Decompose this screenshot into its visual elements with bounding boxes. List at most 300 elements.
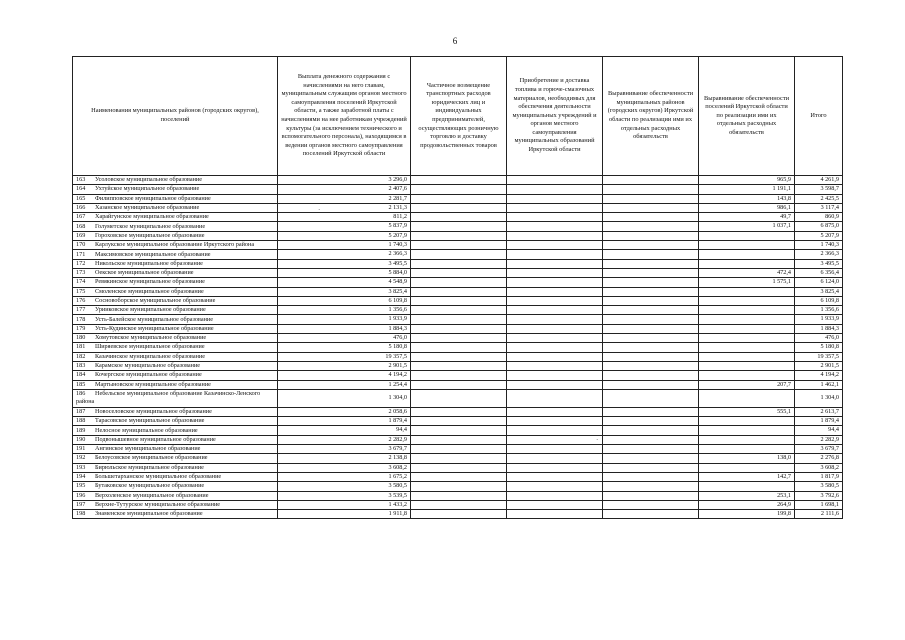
total-cell: 3 580,5 xyxy=(795,482,843,491)
value-cell-c4 xyxy=(603,203,699,212)
value-cell-c4 xyxy=(603,315,699,324)
table-row xyxy=(73,426,843,435)
table-row xyxy=(73,472,843,481)
row-number: 189 xyxy=(76,426,86,434)
value-cell-c5 xyxy=(699,324,795,333)
value-cell-c4 xyxy=(603,194,699,203)
subsidy-table xyxy=(72,56,843,519)
total-cell: 1 933,9 xyxy=(795,315,843,324)
value-cell-c4 xyxy=(603,268,699,277)
value-cell-c3 xyxy=(507,407,603,416)
value-cell-c3 xyxy=(507,389,603,407)
row-name-cell xyxy=(73,482,278,491)
row-name-cell xyxy=(73,185,278,194)
value-cell-c3 xyxy=(507,454,603,463)
value-cell-c2 xyxy=(411,241,507,250)
value-cell-c5 xyxy=(699,361,795,370)
value-cell-c4 xyxy=(603,250,699,259)
value-cell-c2 xyxy=(411,287,507,296)
value-cell-c4 xyxy=(603,176,699,185)
total-cell: 3 679,7 xyxy=(795,445,843,454)
total-cell: 476,0 xyxy=(795,334,843,343)
value-cell-c1: 2 366,3 xyxy=(278,250,411,259)
value-cell-c1: 3 608,2 xyxy=(278,463,411,472)
row-name-cell xyxy=(73,194,278,203)
value-cell-c5 xyxy=(699,463,795,472)
row-number: 166 xyxy=(76,204,86,212)
row-name-cell xyxy=(73,213,278,222)
value-cell-c3 xyxy=(507,250,603,259)
row-number: 197 xyxy=(76,500,86,508)
row-number: 168 xyxy=(76,222,86,230)
row-name-cell xyxy=(73,417,278,426)
total-cell: 3 598,7 xyxy=(795,185,843,194)
municipality-name: Смоленское муниципальное образование xyxy=(95,287,204,295)
table-row xyxy=(73,259,843,268)
value-cell-c4 xyxy=(603,278,699,287)
total-cell: 2 111,6 xyxy=(795,510,843,519)
header-district-equalization: Выравнивание обеспеченности муниципальных районов (городских округов) Иркутской области по реализации ими их отдельных расходных обязательств xyxy=(603,57,699,176)
value-cell-c3 xyxy=(507,445,603,454)
value-cell-c3 xyxy=(507,334,603,343)
municipality-name: Карамское муниципальное образование xyxy=(95,362,201,370)
value-cell-c1: 1 675,2 xyxy=(278,472,411,481)
row-name-cell xyxy=(73,315,278,324)
row-name-cell xyxy=(73,407,278,416)
value-cell-c2 xyxy=(411,472,507,481)
row-number: 171 xyxy=(76,250,86,258)
row-number: 185 xyxy=(76,380,86,388)
row-name-cell xyxy=(73,241,278,250)
row-number: 196 xyxy=(76,491,86,499)
total-cell: 860,9 xyxy=(795,213,843,222)
value-cell-c1: 19 357,5 xyxy=(278,352,411,361)
row-number: 173 xyxy=(76,269,86,277)
value-cell-c4 xyxy=(603,472,699,481)
table-row xyxy=(73,343,843,352)
value-cell-c5 xyxy=(699,287,795,296)
value-cell-c2 xyxy=(411,213,507,222)
value-cell-c3 xyxy=(507,185,603,194)
total-cell: 2 901,5 xyxy=(795,361,843,370)
row-name-cell xyxy=(73,324,278,333)
table-row xyxy=(73,324,843,333)
total-cell: 1 884,3 xyxy=(795,324,843,333)
value-cell-c2 xyxy=(411,194,507,203)
value-cell-c2 xyxy=(411,500,507,509)
value-cell-c2 xyxy=(411,389,507,407)
value-cell-c4 xyxy=(603,435,699,444)
value-cell-c4 xyxy=(603,445,699,454)
row-number: 169 xyxy=(76,231,86,239)
row-number: 175 xyxy=(76,287,86,295)
table-row xyxy=(73,176,843,185)
value-cell-c5: 472,4 xyxy=(699,268,795,277)
value-cell-c5 xyxy=(699,296,795,305)
table-row xyxy=(73,222,843,231)
municipality-name: Казачинское муниципальное образование xyxy=(95,352,205,360)
value-cell-c3 xyxy=(507,361,603,370)
row-number: 183 xyxy=(76,362,86,370)
value-cell-c4 xyxy=(603,371,699,380)
value-cell-c4 xyxy=(603,334,699,343)
value-cell-c5 xyxy=(699,231,795,240)
value-cell-c4 xyxy=(603,306,699,315)
municipality-name: Тарасовское муниципальное образование xyxy=(95,417,205,425)
value-cell-c4 xyxy=(603,241,699,250)
table-row xyxy=(73,417,843,426)
scan-mark: · xyxy=(596,436,599,444)
value-cell-c3 xyxy=(507,352,603,361)
municipality-name: Бирюльское муниципальное образование xyxy=(95,463,204,471)
value-cell-c1: 4 548,9 xyxy=(278,278,411,287)
value-cell-c2 xyxy=(411,185,507,194)
value-cell-c5: 143,8 xyxy=(699,194,795,203)
total-cell: 1 304,0 xyxy=(795,389,843,407)
value-cell-c2 xyxy=(411,231,507,240)
value-cell-c1: 5 207,9 xyxy=(278,231,411,240)
value-cell-c5 xyxy=(699,315,795,324)
value-cell-c1: 3 539,5 xyxy=(278,491,411,500)
total-cell: 4 194,2 xyxy=(795,371,843,380)
value-cell-c2 xyxy=(411,407,507,416)
value-cell-c3 xyxy=(507,241,603,250)
row-name-cell xyxy=(73,296,278,305)
value-cell-c5 xyxy=(699,250,795,259)
value-cell-c4 xyxy=(603,389,699,407)
value-cell-c5 xyxy=(699,417,795,426)
value-cell-c3 xyxy=(507,231,603,240)
row-number: 164 xyxy=(76,185,86,193)
value-cell-c5: 49,7 xyxy=(699,213,795,222)
municipality-name: Бутаковское муниципальное образование xyxy=(95,482,205,490)
total-cell: 3 825,4 xyxy=(795,287,843,296)
municipality-name: Карлукское муниципальное образование Иркутского района xyxy=(95,241,255,249)
value-cell-c1: 3 495,5 xyxy=(278,259,411,268)
header-transport: Частичное возмещение транспортных расходов юридических лиц и индивидуальных предпринимателей, осуществляющих розничную торговлю и доставку продовольственных товаров xyxy=(411,57,507,176)
value-cell-c2 xyxy=(411,445,507,454)
value-cell-c1: 811,2 xyxy=(278,213,411,222)
table-row xyxy=(73,435,843,444)
value-cell-c3 xyxy=(507,371,603,380)
municipality-name: Небельское муниципальное образование Казачинско-Ленского района xyxy=(76,390,261,406)
total-cell: 3 792,6 xyxy=(795,491,843,500)
row-number: 180 xyxy=(76,334,86,342)
row-name-cell xyxy=(73,268,278,277)
row-number: 193 xyxy=(76,463,86,471)
table-row xyxy=(73,361,843,370)
value-cell-c3 xyxy=(507,482,603,491)
total-cell: 6 124,0 xyxy=(795,278,843,287)
row-number: 181 xyxy=(76,343,86,351)
value-cell-c2 xyxy=(411,371,507,380)
municipality-name: Верхоленское муниципальное образование xyxy=(95,491,209,499)
value-cell-c1: 4 194,2 xyxy=(278,371,411,380)
value-cell-c1: 2 282,9 xyxy=(278,435,411,444)
municipality-name: Новоселовское муниципальное образование xyxy=(95,407,212,415)
value-cell-c3 xyxy=(507,176,603,185)
value-cell-c5 xyxy=(699,426,795,435)
scan-mark: · xyxy=(318,206,321,214)
value-cell-c2 xyxy=(411,334,507,343)
value-cell-c4 xyxy=(603,500,699,509)
value-cell-c1: 3 296,0 xyxy=(278,176,411,185)
municipality-name: Белоусовское муниципальное образование xyxy=(95,454,208,462)
value-cell-c3 xyxy=(507,500,603,509)
row-name-cell xyxy=(73,426,278,435)
total-cell: 2 282,9 xyxy=(795,435,843,444)
row-number: 176 xyxy=(76,297,86,304)
row-name-cell xyxy=(73,510,278,519)
table-row xyxy=(73,306,843,315)
table-row xyxy=(73,268,843,277)
value-cell-c2 xyxy=(411,380,507,389)
value-cell-c2 xyxy=(411,454,507,463)
value-cell-c5 xyxy=(699,306,795,315)
total-cell: 5 180,8 xyxy=(795,343,843,352)
table-row xyxy=(73,231,843,240)
value-cell-c1: 1 304,0 xyxy=(278,389,411,407)
table-row xyxy=(73,482,843,491)
value-cell-c2 xyxy=(411,259,507,268)
row-number: 165 xyxy=(76,194,86,202)
value-cell-c5: 1 037,1 xyxy=(699,222,795,231)
value-cell-c3 xyxy=(507,306,603,315)
table-row xyxy=(73,287,843,296)
value-cell-c1: 2 407,6 xyxy=(278,185,411,194)
value-cell-c5 xyxy=(699,241,795,250)
municipality-name: Усть-Балейское муниципальное образование xyxy=(95,315,213,323)
value-cell-c5 xyxy=(699,259,795,268)
value-cell-c3 xyxy=(507,324,603,333)
value-cell-c2 xyxy=(411,510,507,519)
value-cell-c5 xyxy=(699,389,795,407)
row-name-cell xyxy=(73,463,278,472)
value-cell-c2 xyxy=(411,491,507,500)
row-number: 191 xyxy=(76,445,86,453)
table-row xyxy=(73,510,843,519)
value-cell-c1: 6 109,8 xyxy=(278,296,411,305)
total-cell: 6 875,0 xyxy=(795,222,843,231)
municipality-name: Кочергское муниципальное образование xyxy=(95,371,202,379)
table-row xyxy=(73,389,843,407)
value-cell-c2 xyxy=(411,417,507,426)
value-cell-c1: 476,0 xyxy=(278,334,411,343)
value-cell-c2 xyxy=(411,203,507,212)
value-cell-c1: 1 356,6 xyxy=(278,306,411,315)
row-number: 198 xyxy=(76,510,86,518)
table-row xyxy=(73,491,843,500)
value-cell-c5 xyxy=(699,482,795,491)
value-cell-c3 xyxy=(507,343,603,352)
value-cell-c1: 3 679,7 xyxy=(278,445,411,454)
row-number: 163 xyxy=(76,176,86,184)
value-cell-c1: 2 131,3 xyxy=(278,203,411,212)
municipality-name: Большетарханское муниципальное образование xyxy=(95,473,222,481)
municipality-name: Ревякинское муниципальное образование xyxy=(95,278,205,286)
value-cell-c5 xyxy=(699,352,795,361)
row-name-cell xyxy=(73,435,278,444)
value-cell-c2 xyxy=(411,306,507,315)
value-cell-c3 xyxy=(507,194,603,203)
table-row xyxy=(73,407,843,416)
value-cell-c2 xyxy=(411,268,507,277)
row-number: 184 xyxy=(76,371,86,379)
value-cell-c4 xyxy=(603,454,699,463)
row-number: 174 xyxy=(76,278,86,286)
table-row xyxy=(73,278,843,287)
municipality-name: Никольское муниципальное образование xyxy=(95,259,203,267)
value-cell-c1: 1 254,4 xyxy=(278,380,411,389)
value-cell-c2 xyxy=(411,324,507,333)
row-name-cell xyxy=(73,231,278,240)
value-cell-c5 xyxy=(699,371,795,380)
value-cell-c4 xyxy=(603,296,699,305)
value-cell-c1: 1 911,8 xyxy=(278,510,411,519)
value-cell-c5 xyxy=(699,435,795,444)
municipality-name: Оекское муниципальное образование xyxy=(95,269,194,277)
total-cell: 1 356,6 xyxy=(795,306,843,315)
total-cell: 5 207,9 xyxy=(795,231,843,240)
row-name-cell xyxy=(73,500,278,509)
value-cell-c1: 3 580,5 xyxy=(278,482,411,491)
value-cell-c5: 555,1 xyxy=(699,407,795,416)
header-total: Итого xyxy=(795,57,843,176)
total-cell: 1 462,1 xyxy=(795,380,843,389)
municipality-name: Мартыновское муниципальное образование xyxy=(95,380,211,388)
value-cell-c3 xyxy=(507,435,603,444)
total-cell: 6 109,8 xyxy=(795,296,843,305)
municipality-name: Знаменское муниципальное образование xyxy=(95,510,203,518)
row-name-cell xyxy=(73,176,278,185)
value-cell-c3 xyxy=(507,287,603,296)
value-cell-c1: 2 901,5 xyxy=(278,361,411,370)
value-cell-c1: 5 837,9 xyxy=(278,222,411,231)
row-name-cell xyxy=(73,287,278,296)
row-number: 170 xyxy=(76,241,86,249)
total-cell: 2 613,7 xyxy=(795,407,843,416)
total-cell: 6 356,4 xyxy=(795,268,843,277)
value-cell-c5: 965,9 xyxy=(699,176,795,185)
municipality-name: Усть-Кудинское муниципальное образование xyxy=(95,324,214,332)
row-number: 194 xyxy=(76,473,86,481)
municipality-name: Сосновоборское муниципальное образование xyxy=(95,297,216,304)
value-cell-c5: 207,7 xyxy=(699,380,795,389)
table-row xyxy=(73,241,843,250)
value-cell-c1: 2 281,7 xyxy=(278,194,411,203)
row-name-cell xyxy=(73,306,278,315)
page-number: 6 xyxy=(452,36,458,46)
value-cell-c1: 1 433,2 xyxy=(278,500,411,509)
value-cell-c3 xyxy=(507,472,603,481)
value-cell-c3 xyxy=(507,417,603,426)
table-row xyxy=(73,194,843,203)
value-cell-c5 xyxy=(699,445,795,454)
municipality-name: Подвонышевное муниципальное образование xyxy=(95,435,216,443)
municipality-name: Урииковское муниципальное образование xyxy=(95,306,206,314)
value-cell-c5: 142,7 xyxy=(699,472,795,481)
municipality-name: Усоловское муниципальное образование xyxy=(95,176,202,184)
value-cell-c5 xyxy=(699,343,795,352)
municipality-name: Хазанское муниципальное образование xyxy=(95,204,200,212)
value-cell-c5: 253,1 xyxy=(699,491,795,500)
row-number: 182 xyxy=(76,352,86,360)
row-name-cell xyxy=(73,380,278,389)
value-cell-c4 xyxy=(603,482,699,491)
municipality-name: Нелосное муниципальное образование xyxy=(95,426,198,434)
value-cell-c2 xyxy=(411,352,507,361)
value-cell-c5: 1 191,1 xyxy=(699,185,795,194)
total-cell: 3 495,5 xyxy=(795,259,843,268)
value-cell-c4 xyxy=(603,324,699,333)
value-cell-c3 xyxy=(507,510,603,519)
table-row xyxy=(73,315,843,324)
municipality-name: Голуметское муниципальное образование xyxy=(95,222,206,230)
value-cell-c2 xyxy=(411,250,507,259)
value-cell-c3 xyxy=(507,491,603,500)
row-number: 192 xyxy=(76,454,86,462)
table-row xyxy=(73,352,843,361)
table-row xyxy=(73,454,843,463)
row-name-cell xyxy=(73,454,278,463)
municipality-name: Ангинское муниципальное образование xyxy=(95,445,201,453)
value-cell-c3 xyxy=(507,463,603,472)
total-cell: 2 366,3 xyxy=(795,250,843,259)
value-cell-c2 xyxy=(411,361,507,370)
header-row xyxy=(73,57,843,176)
total-cell: 1 698,1 xyxy=(795,500,843,509)
row-name-cell xyxy=(73,352,278,361)
value-cell-c3 xyxy=(507,213,603,222)
row-name-cell xyxy=(73,472,278,481)
table-row xyxy=(73,213,843,222)
total-cell: 2 276,8 xyxy=(795,454,843,463)
value-cell-c3 xyxy=(507,268,603,277)
value-cell-c3 xyxy=(507,380,603,389)
value-cell-c4 xyxy=(603,185,699,194)
row-number: 178 xyxy=(76,315,86,323)
municipality-name: Хомутовское муниципальное образование xyxy=(95,334,207,342)
row-number: 179 xyxy=(76,324,86,332)
value-cell-c4 xyxy=(603,491,699,500)
value-cell-c3 xyxy=(507,278,603,287)
value-cell-c1: 5 884,0 xyxy=(278,268,411,277)
value-cell-c1: 5 180,8 xyxy=(278,343,411,352)
value-cell-c4 xyxy=(603,213,699,222)
row-name-cell xyxy=(73,203,278,212)
value-cell-c2 xyxy=(411,278,507,287)
row-number: 188 xyxy=(76,417,86,425)
value-cell-c3 xyxy=(507,296,603,305)
total-cell: 3 608,2 xyxy=(795,463,843,472)
value-cell-c4 xyxy=(603,343,699,352)
value-cell-c1: 3 825,4 xyxy=(278,287,411,296)
value-cell-c4 xyxy=(603,407,699,416)
value-cell-c4 xyxy=(603,510,699,519)
header-name: Наименования муниципальных районов (городских округов), поселений xyxy=(73,57,278,176)
municipality-name: Филипповское муниципальное образование xyxy=(95,194,211,202)
value-cell-c4 xyxy=(603,380,699,389)
row-name-cell xyxy=(73,343,278,352)
row-number: 167 xyxy=(76,213,86,221)
municipality-name: Верхне-Тутурское муниципальное образование xyxy=(95,500,221,508)
table-row xyxy=(73,203,843,212)
table-row xyxy=(73,500,843,509)
total-cell: 1 817,9 xyxy=(795,472,843,481)
header-salary: Выплата денежного содержания с начислениями на него главам, муниципальным служащим органов местного самоуправления поселений Иркутской области, а также заработной платы с начислениями на нее работникам учреждений культуры (за исключением технического и вспомогательного персонала), находящимся в ведении органов местного самоуправления поселений Иркутской области xyxy=(278,57,411,176)
table-row xyxy=(73,334,843,343)
header-settlement-equalization: Выравнивание обеспеченности поселений Иркутской области по реализации ими их отдельных расходных обязательств xyxy=(699,57,795,176)
